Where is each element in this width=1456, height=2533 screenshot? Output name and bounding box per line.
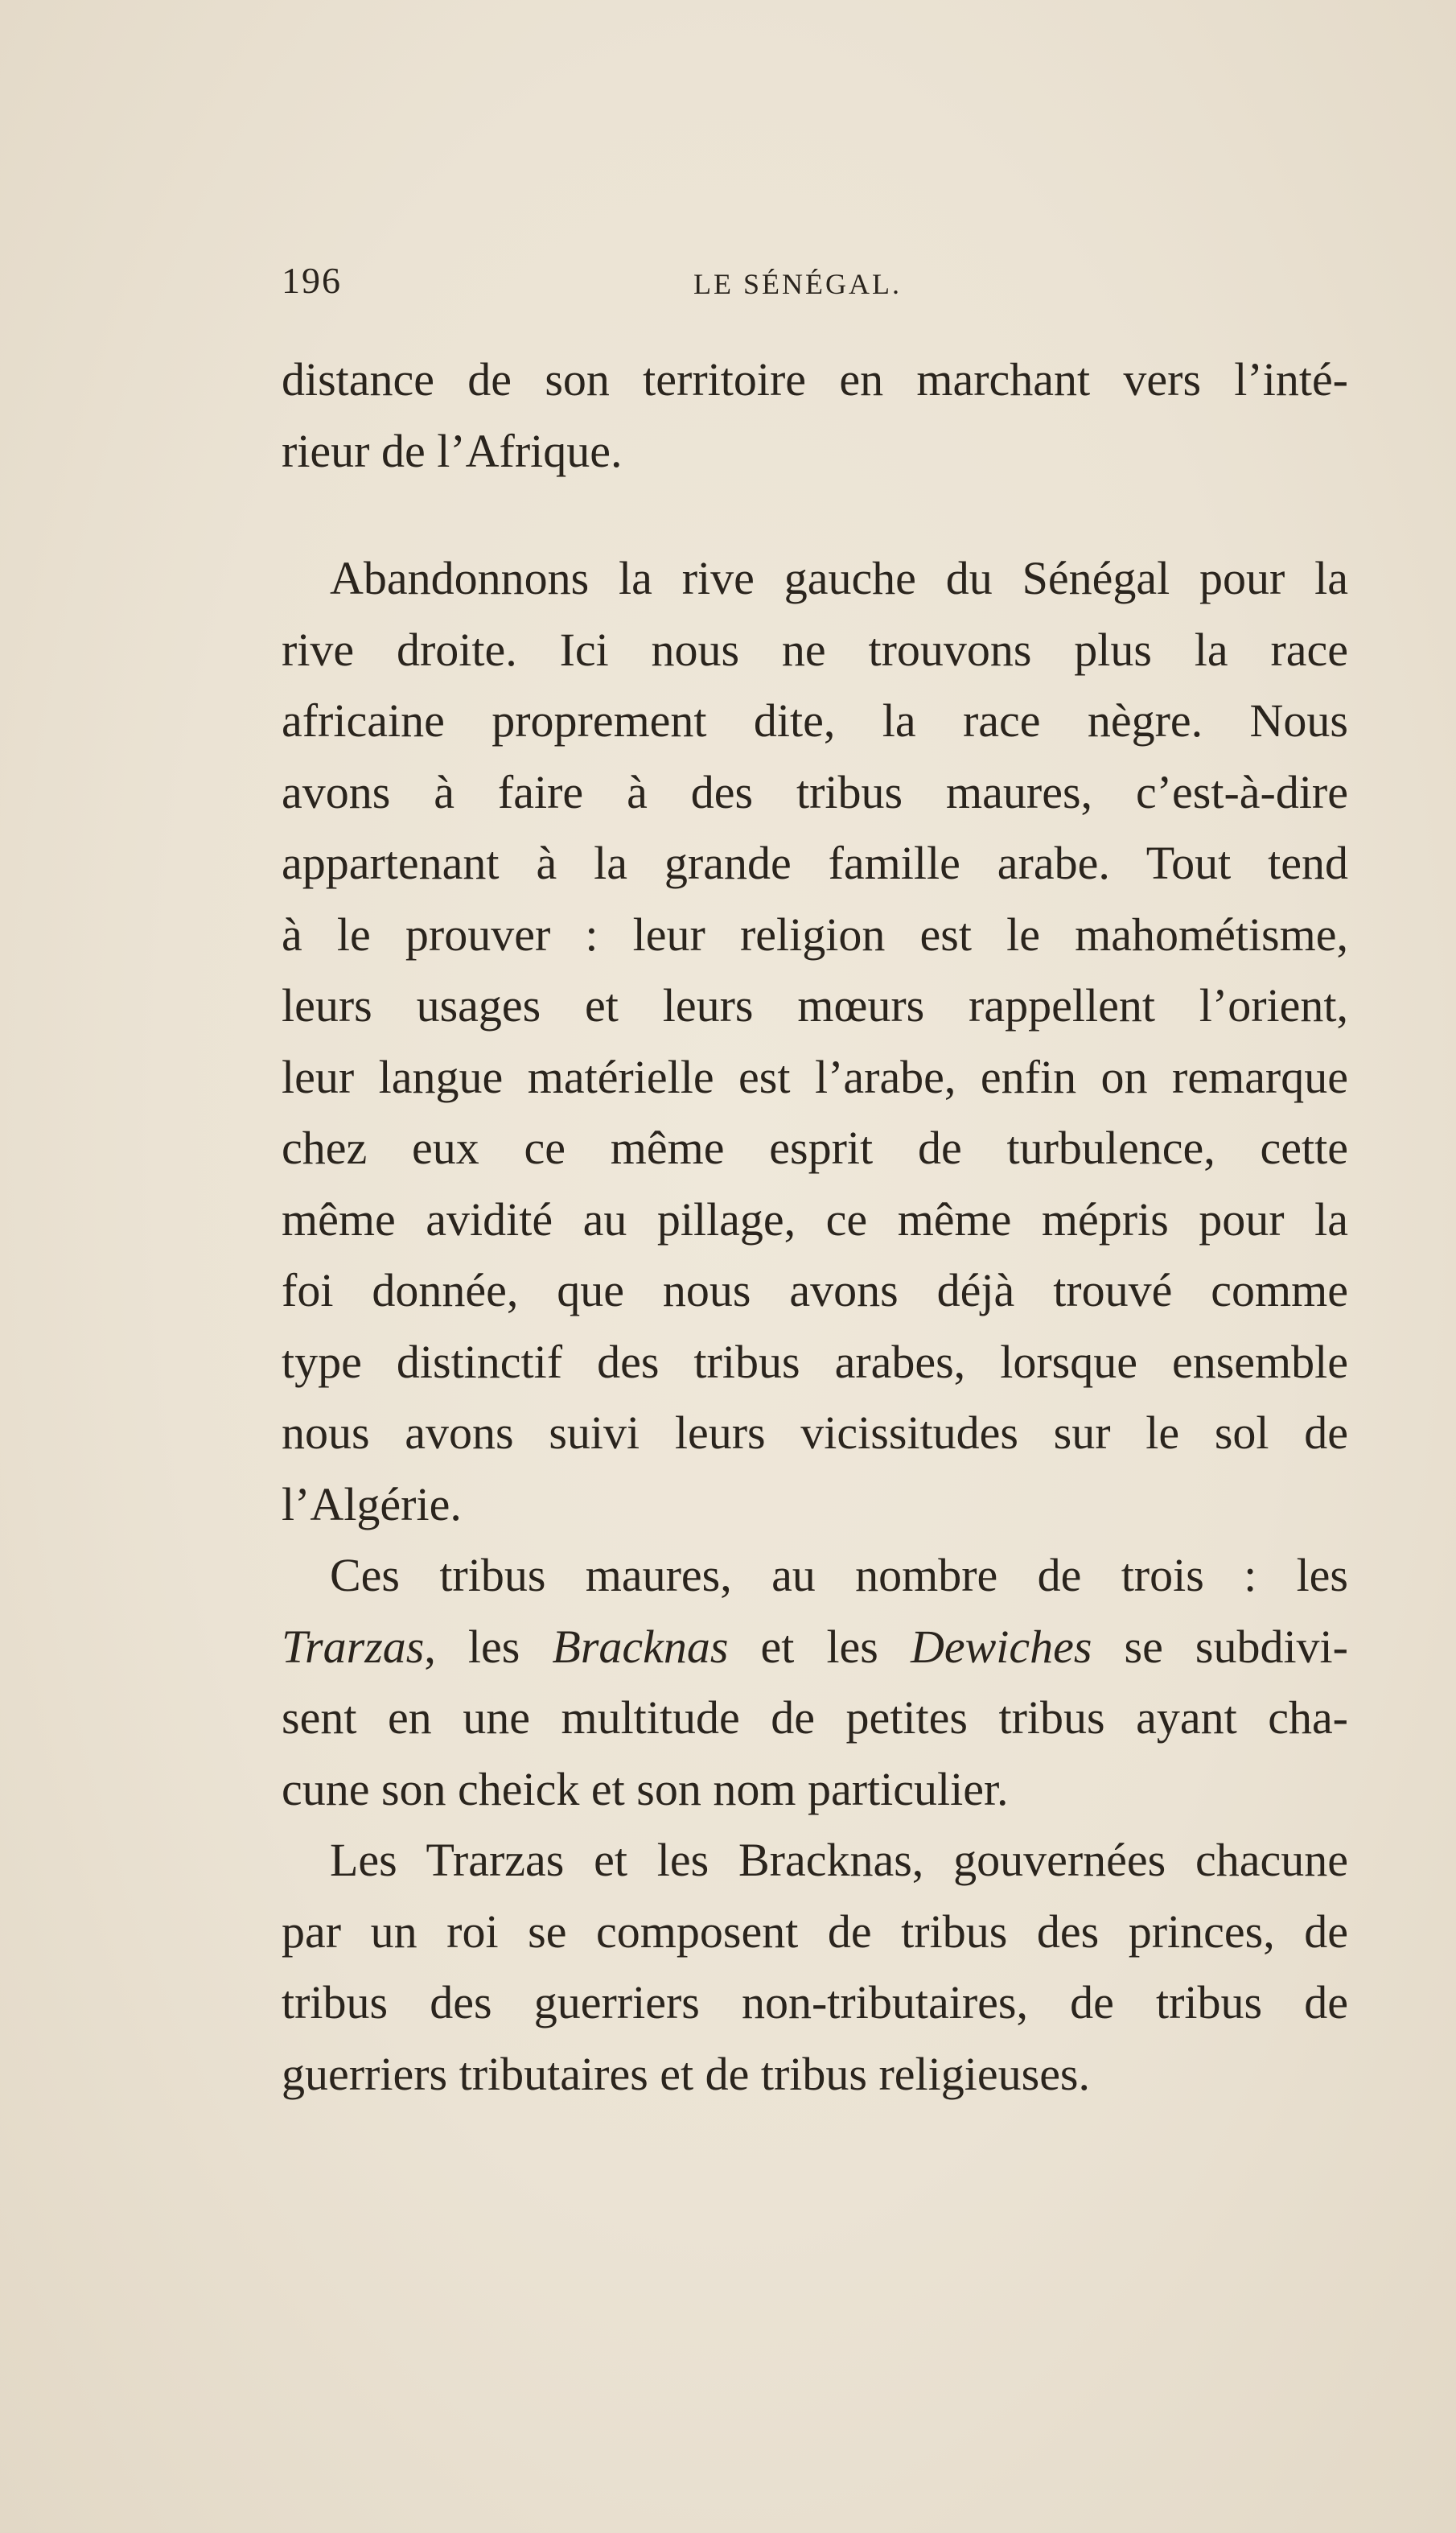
tribe-name-trarzas: Trarzas	[282, 1620, 425, 1673]
text-line: appartenant à la grande famille arabe. Tout tend	[282, 837, 1348, 889]
text-line: à le prouver : leur religion est le mahométisme,	[282, 908, 1348, 961]
text-line	[282, 1612, 1348, 1683]
text-line: chez eux ce même esprit de turbulence, cette	[282, 1122, 1348, 1174]
text-line: avons à faire à des tribus maures, c’est-à-dire	[282, 765, 1348, 818]
text-line: foi donnée, que nous avons déjà trouvé comme	[282, 1264, 1348, 1316]
text-line: nous avons suivi leurs vicissitudes sur le sol de	[282, 1407, 1348, 1459]
running-head	[282, 259, 1351, 307]
text-line: Ces tribus maures, au nombre de trois : les	[330, 1549, 1348, 1601]
text-line: type distinctif des tribus arabes, lorsque ensemble	[282, 1335, 1348, 1388]
text-line: par un roi se composent de tribus des princes, de	[282, 1905, 1348, 1958]
text-line: guerriers tributaires et de tribus religieuses.	[282, 2047, 1091, 2100]
tribe-name-dewiches: Dewiches	[910, 1620, 1092, 1673]
text-line: leurs usages et leurs mœurs rappellent l’orient,	[282, 979, 1348, 1032]
text-line: Les Trarzas et les Bracknas, gouvernées chacune	[330, 1834, 1348, 1886]
tribe-name-bracknas: Bracknas	[552, 1620, 729, 1673]
running-title: LE SÉNÉGAL.	[693, 268, 902, 300]
text-line: distance de son territoire en marchant vers l’inté-	[282, 353, 1348, 406]
text-line: sent en une multitude de petites tribus ayant cha-	[282, 1691, 1348, 1744]
body-text	[282, 344, 1348, 2110]
text-line: Abandonnons la rive gauche du Sénégal pour la	[330, 552, 1348, 604]
page-number: 196	[282, 260, 342, 301]
text-line: tribus des guerriers non-tributaires, de tribus de	[282, 1976, 1348, 2028]
text-fragment: , les	[424, 1620, 553, 1673]
text-line: leur langue matérielle est l’arabe, enfin on remarque	[282, 1050, 1348, 1103]
text-line: africaine proprement dite, la race nègre. Nous	[282, 694, 1348, 747]
text-line: rive droite. Ici nous ne trouvons plus la race	[282, 623, 1348, 676]
text-line: même avidité au pillage, ce même mépris pour la	[282, 1192, 1348, 1246]
text-line: cune son cheick et son nom particulier.	[282, 1762, 1009, 1815]
text-line: l’Algérie.	[282, 1477, 462, 1530]
text-fragment: se subdivi-	[1092, 1620, 1348, 1673]
text-fragment: et les	[728, 1620, 911, 1673]
text-line: rieur de l’Afrique.	[282, 424, 623, 477]
